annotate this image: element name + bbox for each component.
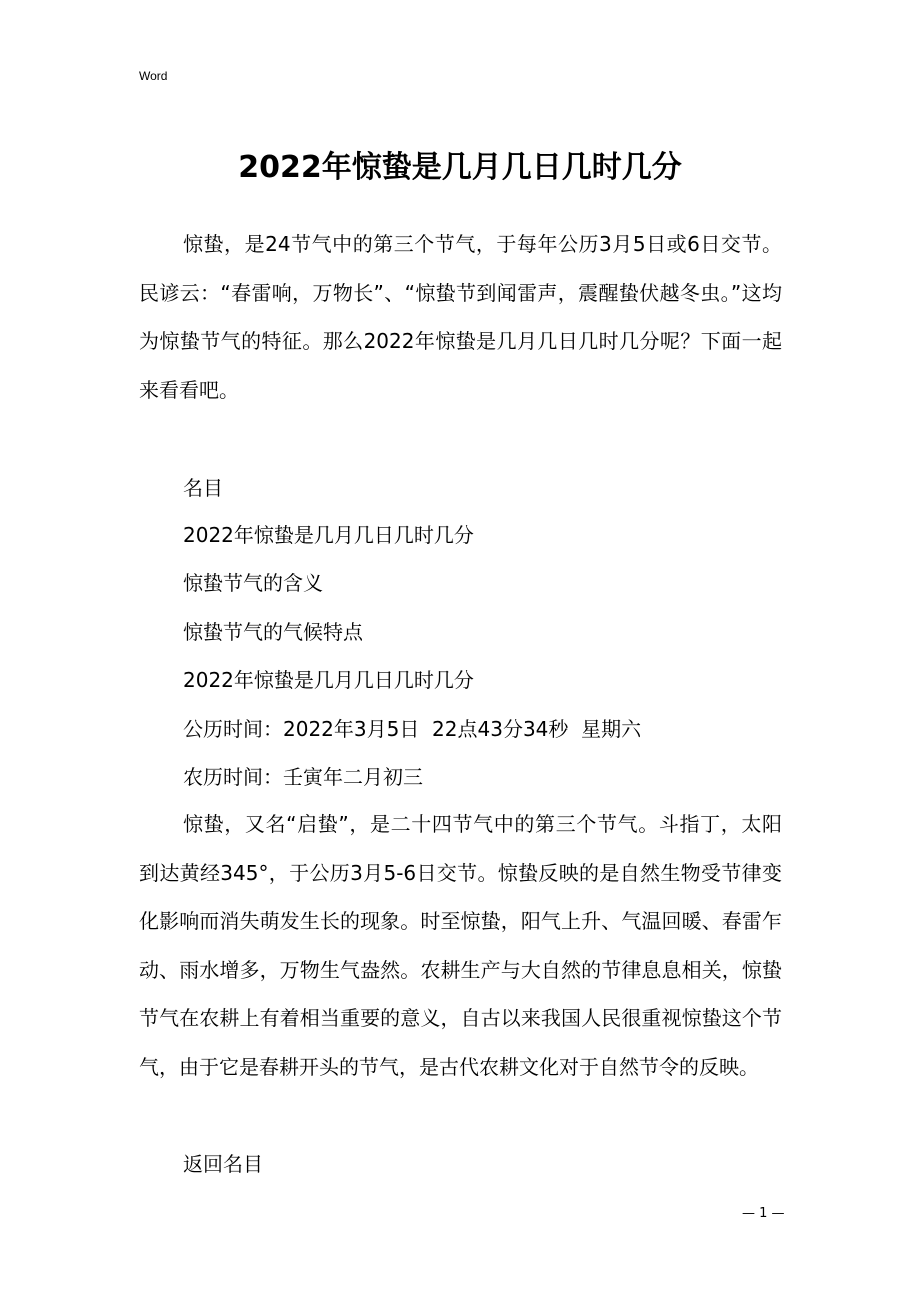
document-title: 2022年惊蛰是几月几日几时几分	[238, 150, 682, 185]
solar-time: 公历时间：2022年3月5日 22点43分34秒 星期六	[183, 717, 642, 741]
page-number: — 1 —	[742, 1206, 785, 1221]
toc-item[interactable]: 2022年惊蛰是几月几日几时几分	[183, 523, 474, 547]
section-paragraph: 惊蛰，又名“启蛰”，是二十四节气中的第三个节气。斗指丁，太阳到达黄经345°，于公历3月5-6日交节。惊蛰反映的是自然生物受节律变化影响而消失萌发生长的现象。时至惊蛰，阳气上升、气温回暖、春雷乍动、雨水增多，万物生气盎然。农耕生产与大自然的节律息息相关，惊蛰节气在农耕上有着相当重要的意义，自古以来我国人民很重视惊蛰这个节气，由于它是春耕开头的节气，是古代农耕文化对于自然节令的反映。	[139, 812, 782, 1079]
back-to-toc-link[interactable]: 返回名目	[183, 1152, 263, 1176]
section-heading: 2022年惊蛰是几月几日几时几分	[183, 668, 474, 692]
toc-heading: 名目	[183, 476, 223, 500]
lunar-time: 农历时间：壬寅年二月初三	[183, 765, 423, 789]
intro-paragraph: 惊蛰，是24节气中的第三个节气，于每年公历3月5日或6日交节。民谚云：“春雷响，万物长”、“惊蛰节到闻雷声，震醒蛰伏越冬虫。”这均为惊蛰节气的特征。那么2022年惊蛰是几月几日几时几分呢？下面一起来看看吧。	[139, 232, 782, 402]
toc-item[interactable]: 惊蛰节气的气候特点	[183, 620, 363, 644]
header-label: Word	[139, 69, 168, 83]
toc-item[interactable]: 惊蛰节气的含义	[183, 571, 323, 595]
